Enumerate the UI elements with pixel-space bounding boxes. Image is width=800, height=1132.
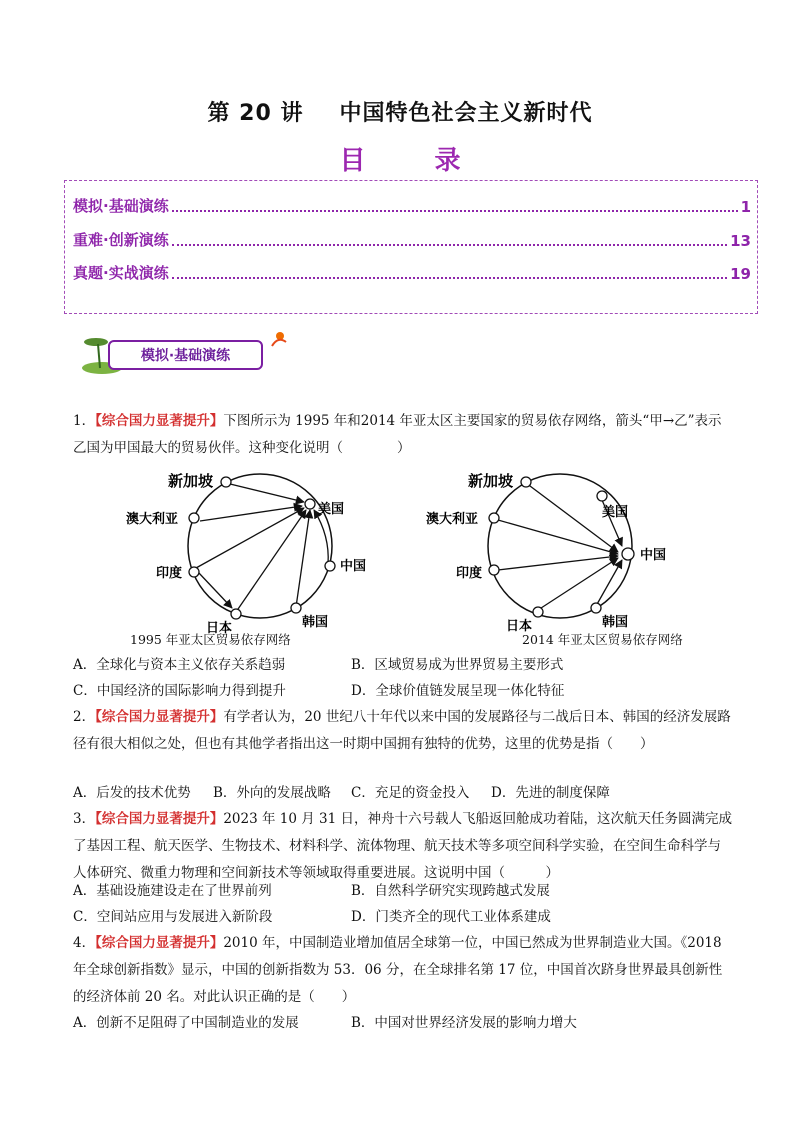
option-a[interactable]: A．创新不足阻碍了中国制造业的发展 — [73, 1015, 299, 1031]
option-d[interactable]: D．先进的制度保障 — [491, 785, 610, 801]
toc-item-page: 19 — [730, 265, 751, 283]
option-b[interactable]: B．中国对世界经济发展的影响力增大 — [351, 1015, 577, 1031]
toc-item-3[interactable] — [73, 262, 751, 283]
toc-item-2[interactable] — [73, 229, 751, 250]
label-singapore: 新加坡 — [468, 472, 514, 490]
toc-item-1[interactable] — [73, 195, 751, 216]
question-2 — [73, 704, 733, 758]
question-number: 1． — [73, 413, 96, 429]
toc-leader-dots — [172, 277, 727, 279]
question-1 — [73, 408, 733, 462]
option-a[interactable]: A．基础设施建设走在了世界前列 — [73, 883, 272, 899]
toc-heading: 目 录 — [339, 146, 491, 176]
page-title — [0, 96, 800, 127]
option-c[interactable]: C．中国经济的国际影响力得到提升 — [73, 683, 286, 699]
question-tag: 【综合国力显著提升】 — [95, 935, 224, 951]
question-number: 2． — [73, 709, 96, 725]
question-stem: 2023 年 10 月 31 日，神舟十六号载人飞船返回舱成功着陆，这次航天任务圆满完成了基因工程、航天医学、生物技术、材料科学、流体物理、航天技术等多项空间科学实验，在空间生命科学与人体研究、微重力物理和空间新技术等领域取得重要进展。这说明中国（ ） — [73, 811, 733, 881]
label-japan: 日本 — [206, 621, 233, 636]
label-usa: 美国 — [602, 505, 629, 520]
caption-1995: 1995 年亚太区贸易依存网络 — [130, 632, 291, 647]
caption-2014: 2014 年亚太区贸易依存网络 — [522, 632, 683, 647]
option-a[interactable]: A．全球化与资本主义依存关系趋弱 — [73, 657, 286, 673]
diagram-2014 — [426, 472, 666, 634]
option-c[interactable]: C．充足的资金投入 — [351, 785, 470, 801]
question-4 — [73, 930, 733, 1011]
label-korea: 韩国 — [302, 615, 329, 630]
label-china: 中国 — [340, 559, 367, 574]
option-a[interactable]: A．后发的技术优势 — [73, 785, 191, 801]
option-c[interactable]: C．空间站应用与发展进入新阶段 — [73, 909, 273, 925]
option-d[interactable]: D．全球价值链发展呈现一体化特征 — [351, 683, 565, 699]
label-singapore: 新加坡 — [168, 472, 214, 490]
option-b[interactable]: B．自然科学研究实现跨越式发展 — [351, 883, 550, 899]
lecture-number: 第 20 讲 — [207, 101, 304, 126]
toc-leader-dots — [172, 244, 727, 246]
toc-item-label: 真题·实战演练 — [73, 264, 169, 282]
toc-item-label: 重难·创新演练 — [73, 231, 169, 249]
toc-item-label: 模拟·基础演练 — [73, 197, 169, 215]
question-3 — [73, 806, 733, 887]
question-tag: 【综合国力显著提升】 — [95, 709, 224, 725]
question-stem: 2010 年，中国制造业增加值居全球第一位，中国已然成为世界制造业大国。《2018 年全球创新指数》显示，中国的创新指数为 53．06 分，在全球排名第 17 位，中国首次跻身世界最具创新性的经济体前 20 名。对此认识正确的是（ ） — [73, 935, 723, 1005]
toc-item-page: 13 — [730, 232, 751, 250]
question-stem: 下图所示为 1995 年和2014 年亚太区主要国家的贸易依存网络，箭头“甲→乙”表示乙国为甲国最大的贸易伙伴。这种变化说明（ ） — [73, 413, 722, 456]
question-tag: 【综合国力显著提升】 — [95, 413, 224, 429]
option-b[interactable]: B．外向的发展战略 — [213, 785, 331, 801]
question-number: 3． — [73, 811, 96, 827]
section-banner: 模拟·基础演练 — [108, 340, 263, 370]
label-china: 中国 — [640, 548, 667, 563]
label-korea: 韩国 — [602, 615, 629, 630]
label-japan: 日本 — [506, 619, 533, 634]
question-stem: 有学者认为，20 世纪八十年代以来中国的发展路径与二战后日本、韩国的经济发展路径有很大相似之处，但也有其他学者指出这一时期中国拥有独特的优势，这里的优势是指（ ） — [73, 709, 731, 752]
diagram-1995 — [126, 472, 366, 636]
option-b[interactable]: B．区域贸易成为世界贸易主要形式 — [351, 657, 564, 673]
toc-leader-dots — [172, 210, 738, 212]
question-tag: 【综合国力显著提升】 — [95, 811, 224, 827]
label-india: 印度 — [456, 566, 483, 581]
toc-box — [64, 180, 758, 314]
label-australia: 澳大利亚 — [426, 512, 479, 527]
label-australia: 澳大利亚 — [126, 512, 179, 527]
label-india: 印度 — [156, 566, 183, 581]
question-number: 4． — [73, 935, 96, 951]
label-usa: 美国 — [318, 502, 345, 517]
option-d[interactable]: D．门类齐全的现代工业体系建成 — [351, 909, 551, 925]
trade-network-diagrams — [126, 460, 680, 636]
lecture-title: 中国特色社会主义新时代 — [339, 101, 593, 126]
toc-item-page: 1 — [740, 198, 751, 216]
